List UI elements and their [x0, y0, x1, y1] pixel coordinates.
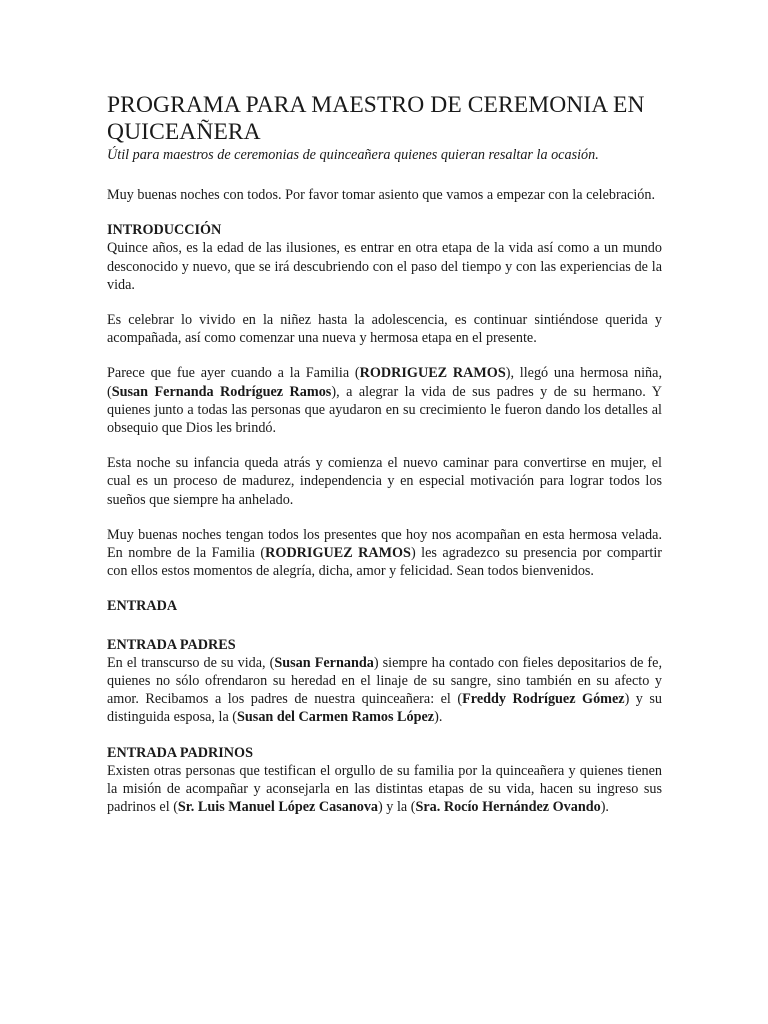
godmother-name: Sra. Rocío Hernández Ovando [415, 799, 601, 816]
entrada-heading: ENTRADA [107, 598, 178, 615]
intro-heading: INTRODUCCIÓN [107, 222, 222, 239]
greeting-paragraph: Muy buenas noches con todos. Por favor tomar asiento que vamos a empezar con la celebración. [107, 187, 656, 203]
quinceanera-name: Susan Fernanda [274, 654, 374, 671]
text-run: ) les agradezco su presencia por compartir con ellos estos momentos de alegría, dicha, amor y felicidad. Sean todos bienvenidos. [107, 545, 662, 580]
padrinos-heading: ENTRADA PADRINOS [107, 744, 253, 761]
text-run: Muy buenas noches tengan todos los presentes que hoy nos acompañan en esta hermosa velada. En nombre de la Familia ( [107, 526, 662, 562]
document-page [107, 92, 662, 816]
family-paragraph [107, 364, 662, 437]
text-run: Existen otras personas que testifican el orgullo de su familia por la quinceañera y quienes tienen la misión de acompañar y aconsejarla en las distintas etapas de su vida, hacen su ingreso sus padrinos el ( [107, 762, 662, 816]
text-run: ), llegó una hermosa niña, ( [107, 365, 662, 400]
document-subtitle: Útil para maestros de ceremonias de quinceañera quienes quieran resaltar la ocasión. [107, 147, 599, 163]
document-title: PROGRAMA PARA MAESTRO DE CEREMONIA EN QUICEAÑERA [107, 92, 645, 145]
padres-paragraph [107, 654, 662, 727]
mother-name: Susan del Carmen Ramos López [237, 709, 435, 726]
text-run: En el transcurso de su vida, ( [107, 654, 275, 671]
text-run: Parece que fue ayer cuando a la Familia ( [107, 365, 360, 382]
family-name: RODRIGUEZ RAMOS [265, 545, 411, 562]
padrinos-paragraph [107, 762, 662, 817]
text-run: ). [600, 799, 609, 816]
family-name: RODRIGUEZ RAMOS [359, 365, 506, 382]
text-run: ) siempre ha contado con fieles depositarios de fe, quienes no sólo ofrendaron su heredad en el linaje de su sangre, sino también en su afecto y amor. Recibamos a los padres de nuestra quinceañera: el ( [107, 654, 662, 708]
godfather-name: Sr. Luis Manuel López Casanova [177, 799, 379, 816]
text-run: ) y la ( [378, 799, 416, 816]
welcome-paragraph [107, 526, 662, 581]
infancy-paragraph: Esta noche su infancia queda atrás y comienza el nuevo caminar para convertirse en mujer, el cual es un proceso de madurez, independencia y en especial motivación para lograr todos los sueños que siempre ha anhelado. [107, 455, 662, 508]
quinceanera-name: Susan Fernanda Rodríguez Ramos [111, 383, 332, 400]
text-run: ) y su distinguida esposa, la ( [107, 691, 663, 726]
padres-heading: ENTRADA PADRES [107, 636, 236, 653]
father-name: Freddy Rodríguez Gómez [462, 691, 625, 708]
intro-paragraph-1: Quince años, es la edad de las ilusiones, es entrar en otra etapa de la vida así como a un mundo desconocido y nuevo, que se irá descubriendo con el paso del tiempo y con las experiencias de la vida. [107, 240, 662, 293]
text-run: ). [434, 709, 443, 726]
intro-paragraph-2: Es celebrar lo vivido en la niñez hasta la adolescencia, es continuar sintiéndose querida y acompañada, así como comenzar una nueva y hermosa etapa en el presente. [107, 312, 662, 347]
text-run: ), a alegrar la vida de sus padres y de su hermano. Y quienes junto a todas las personas que ayudaron en su crecimiento le fueron dando los detalles al obsequio que Dios les brindó. [107, 383, 662, 437]
